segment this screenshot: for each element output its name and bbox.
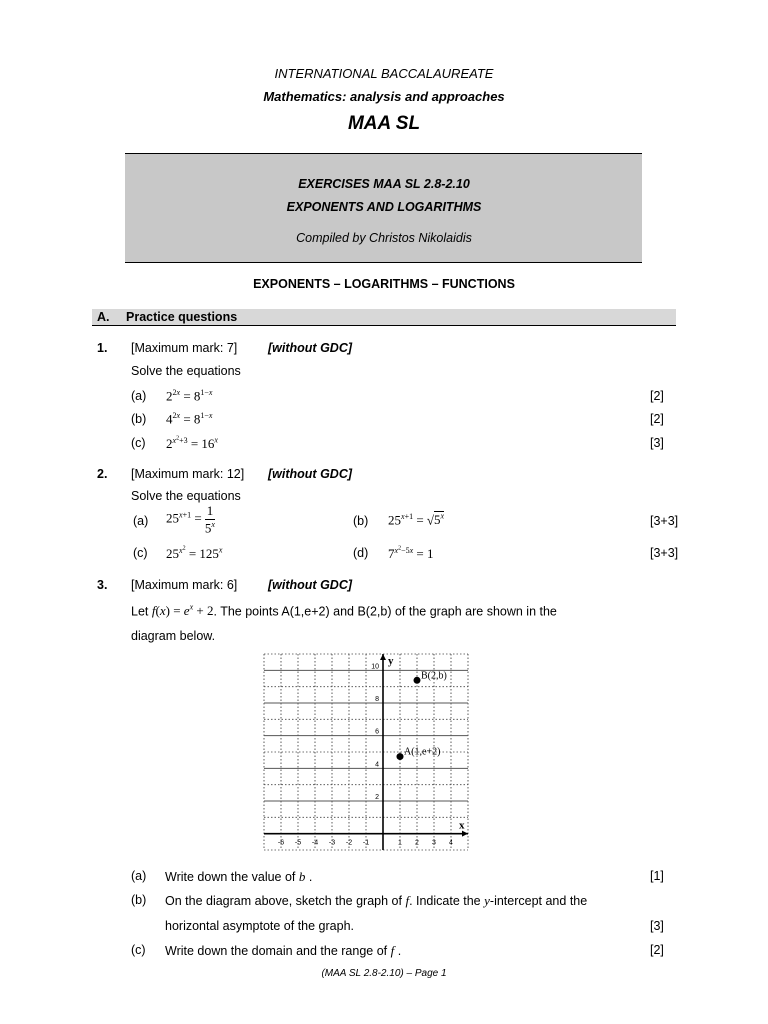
x-tick-label: 2 <box>415 839 419 847</box>
q2a-label: (a) <box>133 514 149 528</box>
q2b-label: (b) <box>353 514 369 528</box>
q3a-text: Write down the value of b . <box>165 869 313 884</box>
data-point <box>414 677 421 684</box>
q2cd-mark: [3+3] <box>650 546 679 560</box>
header-line-1: INTERNATIONAL BACCALAUREATE <box>274 66 494 81</box>
q1-number: 1. <box>97 341 108 355</box>
x-tick-label: -3 <box>328 839 336 847</box>
q3-max-mark: [Maximum mark: 6] <box>131 578 238 592</box>
q2-number: 2. <box>97 467 108 481</box>
x-tick-label: 1 <box>398 839 402 847</box>
q3c-mark: [2] <box>650 943 664 957</box>
q2d-equation: $7^{x^2-5x} = 1$ <box>388 545 434 561</box>
q3-gdc: [without GDC] <box>268 578 353 592</box>
q3a-label: (a) <box>131 869 147 883</box>
q2-max-mark: [Maximum mark: 12] <box>131 467 245 481</box>
q3-number: 3. <box>97 578 108 592</box>
q3-intro-text: . The points A(1,e+2) and B(2,b) of the graph are shown in the <box>213 604 557 619</box>
x-tick-label: 3 <box>432 839 436 847</box>
q2-instruction: Solve the equations <box>131 489 241 503</box>
page-footer: (MAA SL 2.8-2.10) – Page 1 <box>321 968 447 979</box>
q1b-label: (b) <box>131 412 147 426</box>
y-tick-label: 8 <box>375 696 379 703</box>
x-tick-label: -6 <box>277 839 285 847</box>
q1c-equation: $2^{x^2+3} = 16^x$ <box>166 435 218 451</box>
q3b-label: (b) <box>131 893 147 907</box>
q2c-equation: $25^{x^2} = 125^x$ <box>166 545 223 561</box>
q3c-text: Write down the domain and the range of f . <box>165 943 402 958</box>
q1b-mark: [2] <box>650 412 664 426</box>
q1b-equation: $4^{2x} = 8^{1-x}$ <box>166 411 213 427</box>
box-line-2: EXPONENTS AND LOGARITHMS <box>286 200 482 214</box>
q3c-label: (c) <box>131 943 146 957</box>
x-tick-label: -4 <box>311 839 319 847</box>
section-title: EXPONENTS – LOGARITHMS – FUNCTIONS <box>253 277 515 291</box>
q1c-mark: [3] <box>650 436 664 450</box>
q3-let: Let <box>131 604 149 619</box>
q3b-mark: [3] <box>650 919 664 933</box>
x-axis-label: x <box>459 819 465 832</box>
q1a-equation: $2^{2x} = 8^{1-x}$ <box>166 388 213 404</box>
data-point-label: B(2,b) <box>421 670 447 682</box>
q1a-mark: [2] <box>650 389 664 403</box>
box-author: Compiled by Christos Nikolaidis <box>296 231 472 245</box>
q1c-label: (c) <box>131 436 146 450</box>
y-axis-label: y <box>388 655 394 667</box>
q2c-label: (c) <box>133 546 148 560</box>
q3-intro-line-2: diagram below. <box>131 629 216 643</box>
q1-instruction: Solve the equations <box>131 364 241 378</box>
x-tick-label: -1 <box>362 839 370 847</box>
section-a-letter: A. <box>97 310 110 324</box>
x-tick-label: -5 <box>294 839 302 847</box>
x-tick-label: -2 <box>345 839 353 847</box>
y-tick-label: 4 <box>375 761 379 769</box>
section-a-label: Practice questions <box>126 310 238 324</box>
y-tick-label: 10 <box>371 663 379 671</box>
q2b-equation: $25^{x+1} = √5^x$ <box>388 512 445 528</box>
q3b-text-line-2: horizontal asymptote of the graph. <box>165 919 355 933</box>
q1-max-mark: [Maximum mark: 7] <box>131 341 238 355</box>
q1-gdc: [without GDC] <box>268 341 353 355</box>
graph <box>262 650 472 855</box>
y-tick-label: 6 <box>375 728 379 736</box>
y-axis-arrow <box>380 654 386 660</box>
q3b-text: On the diagram above, sketch the graph of f. Indicate the y-intercept and the <box>165 893 588 908</box>
y-tick-label: 2 <box>375 794 379 801</box>
q3-intro <box>131 603 636 619</box>
box-line-1: EXERCISES MAA SL 2.8-2.10 <box>298 177 470 191</box>
header-line-2: Mathematics: analysis and approaches <box>263 89 505 104</box>
x-tick-label: 4 <box>449 839 453 847</box>
q3a-mark: [1] <box>650 869 664 883</box>
header-title: MAA SL <box>347 113 421 134</box>
q3-function: $f(x) = e^x + 2$ <box>151 603 214 619</box>
q2ab-mark: [3+3] <box>650 514 679 528</box>
q2-gdc: [without GDC] <box>268 467 353 481</box>
q1a-label: (a) <box>131 389 147 403</box>
data-point-label: A(1,e+2) <box>404 746 441 758</box>
q2d-label: (d) <box>353 546 369 560</box>
q2a-equation: $25^{x+1}$ = $\frac{1}{5^x}$ <box>166 503 215 536</box>
data-point <box>397 753 404 760</box>
